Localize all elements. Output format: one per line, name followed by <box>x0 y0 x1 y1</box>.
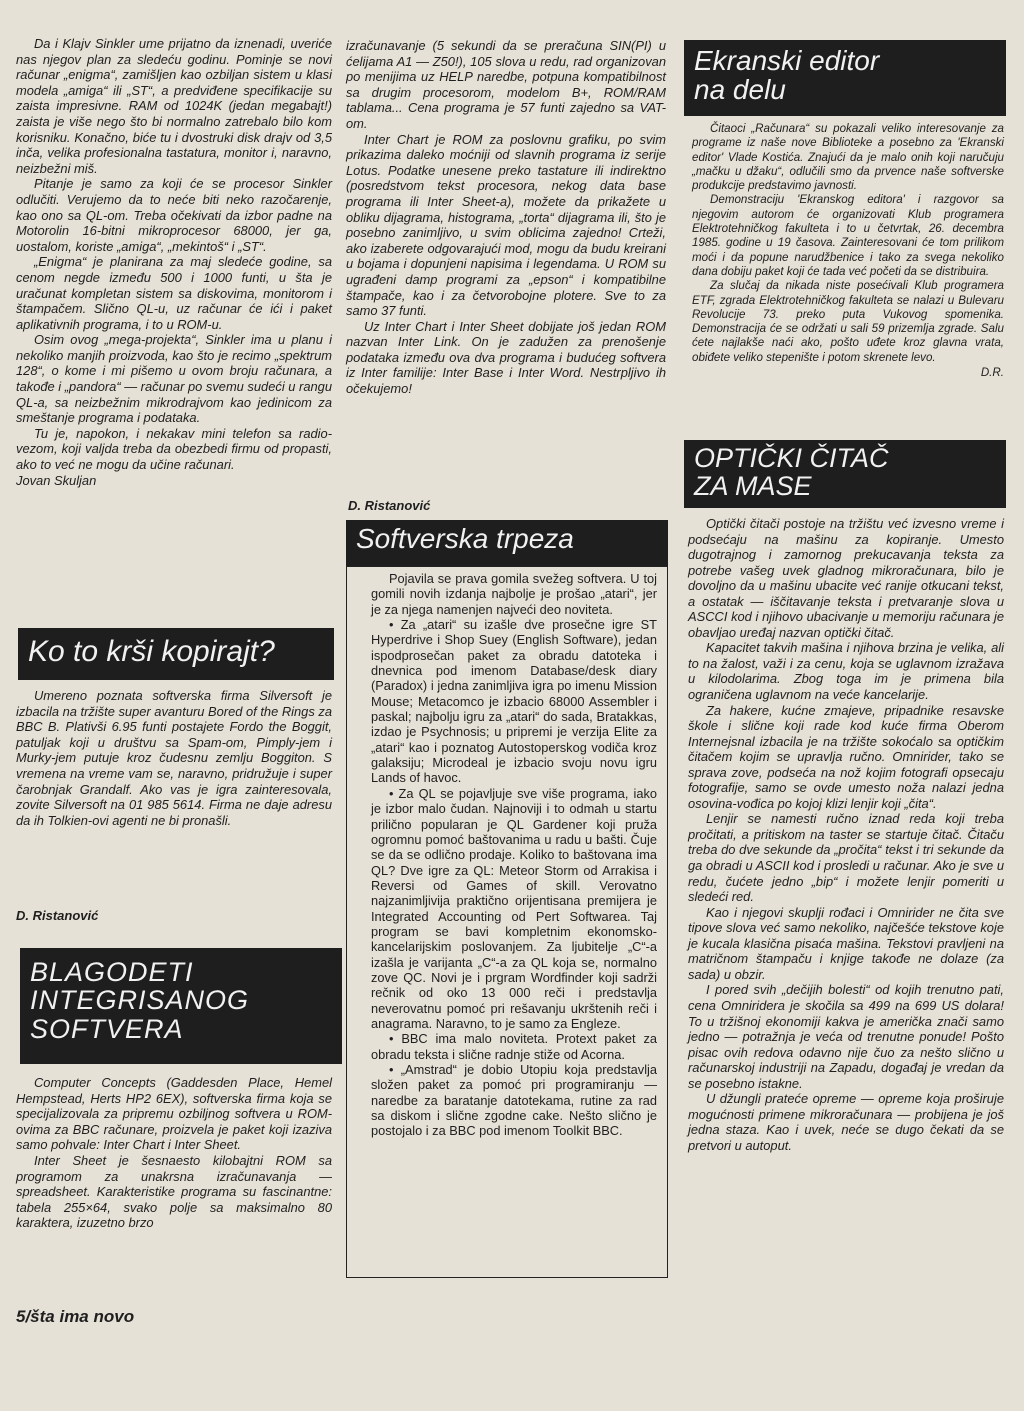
citac-title-line: ZA MASE <box>694 471 812 502</box>
article-paragraph: I pored svih „dečijih bolesti“ od kojih trenutno pati, cena Omniridera je skočila sa 499 na 699 US dolara! To u tržišnoj ekonomiji kakva je američka znači samo jedno — potražnja je veća od trenutne ponude! Pošto pisac ovih redova odavno nije čuo za nešto slično u računarskoj industriji na Zapadu, događaj je vredan da se posebno istakne. <box>688 982 1004 1091</box>
article-paragraph: Demonstraciju 'Ekranskog editora' i razgovor sa njegovim autorom će organizovati Klub programera Elektrotehničkog fakulteta i to u četvrtak, 26. decembra 1985. godine u 19 časova. Zainteresovani će tom prilikom moći i da popune narudžbenice i tako za svega nekoliko dana dobiju paket koji će tada već početi da se distribuira. <box>692 193 1004 278</box>
article-paragraph: Tu je, napokon, i nekakav mini telefon sa radio-vezom, koji valjda treba da obezbedi firmu od propasti, ako to već ne mogu da učine računari. <box>16 425 332 473</box>
article-paragraph: Kao i njegovi skuplji rođaci i Omnirider ne čita sve tipove slova već samo nekoliko, najčešće tekstove koje je kucala klasična pisaća mašina. Tekstovi pravljeni na matričnom štampaču i knjige takođe ne dolaze (za sada) u obzir. <box>688 904 1004 982</box>
citac-heading <box>684 440 1006 508</box>
article-paragraph: Computer Concepts (Gaddesden Place, Hemel Hempstead, Herts HP2 6EX), softverska firma koja se specijalizovala za pripremu ozbiljnog softvera u ROM-ovima za BBC računare, proizvela je paket koji izaziva samo pohvale: Inter Chart i Inter Sheet. <box>16 1075 332 1153</box>
article-paragraph: Pojavila se prava gomila svežeg softvera. U toj gomili novih izdanja najbolje je prošao „atari“, jer je za njega namenjen najveći deo noviteta. <box>371 571 657 617</box>
trpeza-box <box>346 566 668 1278</box>
article-signature: Jovan Skuljan <box>16 472 97 488</box>
kopirajt-title: Ko to krši kopirajt? <box>28 635 275 668</box>
kopirajt-article <box>16 688 332 828</box>
editor-article <box>692 122 1004 381</box>
article-paragraph: izračunavanje (5 sekundi da se preračuna SIN(PI) u ćelijama A1 — Z50!), 105 slova u redu, rad organizovan po menijima uz HELP naredbe, potpuna kompatibilnost sa drugim procesorom, modelom B+, ROM/RAM tablama... Cena programa je 57 funti zajedno sa VAT-om. <box>346 38 666 131</box>
article-paragraph: „Enigma“ je planirana za maj sledeće godine, sa cenom negde između 500 i 1000 funti, u šta je uračunat kompletan sistem sa diskovima, monitorom i štampačem. Slično QL-u, uz računar će ići i paket aplikativnih programa, i to u ROM-u. <box>16 254 332 332</box>
article-paragraph: Optički čitači postoje na tržištu već izvesno vreme i podsećaju na mašinu za kopiranje. Umesto dugotrajnog i zamornog prekucavanja teksta za potrebe vašeg uvek gladnog mikroračunara, bilo je dovoljno da u mašinu ubacite već ranije otkucani tekst, a ostatak — iščitavanje teksta i pretvaranje slova u ASCCI kod i njihovo ubacivanje u memoriju računara je obavljao uređaj nazvan optički čitač. <box>688 516 1004 640</box>
article-paragraph: Umereno poznata softverska firma Silversoft je izbacila na tržište super avanturu Bored of the Rings za BBC B. Plativši 6.95 funti postajete Fordo the Boggit, patuljak koji u društvu sa Spam-om, Pimply-jem i Murky-jem putuje kroz čudesnu zemlju Boggiton. S vremena na vreme vam se, naravno, pridružuje i super čarobnjak Grandalf. Ako vas je igra zainteresovala, zovite Silversoft na 01 985 5614. Firma ne daje adresu da ih Tolkien-ovi agenti ne bi pronašli. <box>16 688 332 828</box>
article-paragraph: Kapacitet takvih mašina i njihova brzina je velika, ali to na žalost, važi i za cenu, koja se uglavnom izražava u kilodolarima. Zbog toga im je primena bila ograničena uglavnom na veće kancelarije. <box>688 640 1004 703</box>
trpeza-title: Softverska trpeza <box>356 523 574 554</box>
blagodeti-title-line: SOFTVERA <box>30 1013 184 1044</box>
article-paragraph: Inter Sheet je šesnaesto kilobajtni ROM sa programom za unakrsna izračunavanja — spreadsheet. Karakteristike programa su fascinantne: tabela 255×64, svako polje sa maksimalno 80 karaktera, izuzetno brzo <box>16 1152 332 1231</box>
article-paragraph: Inter Chart je ROM za poslovnu grafiku, po svim prikazima daleko moćniji od slavnih programa iz serije Lotus. Podatke unesene preko tastature ili indirektno (posredstvom tekst procesora, nekog data base programa ili Inter Sheet-a), možete da prikažete u obliku dijagrama, histograma, „torta“ dijagrama ili, što je posebno zanimljivo, u svim oblicima zajedno! Crteži, ako izaberete odgovarajući mod, mogu da budu kreirani u bojama i dopunjeni napisima i legendama. U ROM su ugrađeni damp programi za „epson“ i kompatibilne štampače, kao i za četvorobojne plotere. Sve to za samo 37 funti. <box>346 131 666 319</box>
article-paragraph: Čitaoci „Računara“ su pokazali veliko interesovanje za programe iz naše nove Biblioteke a posebno za 'Ekranski editor' Vlade Kostića. Znajući da je malo onih koji naručuju „mačku u džaku“, odlučili smo da prvence naše softverske produkcije predstavimo javnosti. <box>692 122 1004 193</box>
trpeza-heading <box>346 520 668 566</box>
editor-title-line: Ekranski editor <box>694 45 880 76</box>
kopirajt-heading <box>18 628 334 680</box>
editor-title-line: na delu <box>694 74 786 106</box>
editor-heading <box>684 40 1006 116</box>
article-paragraph: Za hakere, kućne zmajeve, pripadnike resavske škole i slične koji rade kod kuće firma Oberom Internejsnal izbacila je na tržište sokoćalo sa optičkim čitačem kojim se upravlja ručno. Omnirider, tako se sprava zove, podseća na nož kojim fotografi opsecaju fotografije, samo se ovde umesto noža nalazi jedna osovina-vođica po kojoj klizi lenjir koji „čita“. <box>688 702 1004 811</box>
article-paragraph: U džungli prateće opreme — opreme koja proširuje mogućnosti primene mikroračunara — probijena je još jedna staza. Kao i uvek, neće se dugo čekati da se pretvori u autoput. <box>688 1091 1004 1153</box>
blagodeti-article <box>16 1075 332 1231</box>
sinkler-article <box>16 36 332 488</box>
citac-article <box>688 516 1004 1153</box>
article-paragraph: • BBC ima malo noviteta. Protext paket za obradu teksta i slične radnje stiže od Acorna. <box>371 1031 657 1062</box>
editor-signature: D.R. <box>980 366 1004 380</box>
article-paragraph: • „Amstrad“ je dobio Utopiu koja predstavlja složen paket za pomoć pri programiranju — naredbe za baratanje datotekama, rutine za rad sa diskom i slične zgodne cake. Nešto slično je postojalo i za BBC pod imenom Toolkit BBC. <box>371 1062 657 1139</box>
article-paragraph: • Za „atari“ su izašle dve prosečne igre ST Hyperdrive i Shop Suey (English Software), jedan ispodprosečan paket za obradu datoteka i dnevnica pod imenom Database/desk diary (Paradox) i jedna zanimljiva igra po imenu Mission Mouse; Metacomco je izbacio 68000 Assembler i paskal; najbolju igru za „atari“ do sada, Bratakkas, izdao je Psychnosis; u pripremi je verzija Elite za „atari“ kao i poznatog Autostoperskog vodiča kroz galaksiju; Microdeal je izbacio svoju novu igru Lands of havoc. <box>371 617 657 786</box>
blagodeti-heading <box>20 948 342 1064</box>
article-paragraph: Za slučaj da nikada niste posećivali Klub programera ETF, zgrada Elektrotehničkog fakulteta se nalazi u Bulevaru Revolucije 73. preko puta Vukovog spomenika. Demonstracija će se održati u sali 59 prizemlja zgrade. Salu ćete najlakše naći ako, pošto uđete kroz glavna vrata, obiđete veliko stepenište i potom skrenete levo. <box>692 279 1004 364</box>
kopirajt-byline: D. Ristanović <box>16 908 99 923</box>
blagodeti-title-line: BLAGODETI <box>30 957 194 987</box>
article-paragraph: Lenjir se namesti ručno iznad reda koji treba pročitati, a pritiskom na taster se startuje čitač. Čitaču treba do dve sekunde da „pročita“ tekst i tri sekunde da ga obradi u ASCII kod i prosledi u računar. Ako je sve u redu, čućete jedno „bip“ i možete lenjir pomeriti u sledeći red. <box>688 811 1004 905</box>
blagodeti-continuation <box>346 38 666 397</box>
citac-title-line: OPTIČKI ČITAČ <box>694 443 889 473</box>
trpeza-article <box>371 571 657 1139</box>
article-paragraph: • Za QL se pojavljuje sve više programa, iako je izbor malo čudan. Najnoviji i to odmah u startu prilično popularan je QL Gardener koji pruža ogromnu pomoć baštovanima u radu u bašti. Čuje se da se odlično prodaje. Koliko to baštovana ima QL? Dve igre za QL: Meteor Storm od Arrakisa i Reversi od Games of skill. Verovatno najzanimljivija praktično orijentisana premijera je Integrated Accounting od Pert Softwarea. Taj program se bavi kompletnim ekonomsko-kancelarijskim poslovanjem. Za ljubitelje „C“-a izašla je varijanta „C“-a za QL koja se, normalno zove QC. Novi je i prgram Wordfinder koji sadrži rečnik od oko 13 000 reči i predstavlja neverovatnu pomoć pri rešavanju ukrštenih reči i anagrama. Naravno, to je samo za Engleze. <box>371 785 657 1031</box>
article-paragraph: Uz Inter Chart i Inter Sheet dobijate još jedan ROM nazvan Inter Link. On je zadužen za prenošenje podataka između ova dva programa i budućeg softvera iz Inter familije: Inter Base i Inter Word. Nestrpljivo ih očekujemo! <box>346 318 666 397</box>
page-footer: 5/šta ima novo <box>16 1307 135 1326</box>
article-paragraph: Pitanje je samo za koji će se procesor Sinkler odlučiti. Verujemo da to neće biti neko razočarenje, kao ono sa QL-om. Treba očekivati da izbor padne na Motorolin 16-bitni mikroprocesor 68000, jer ga, uostalom, koriste „amiga“, „mekintoš“ i „ST“. <box>16 176 332 254</box>
blagodeti-title-line: INTEGRISANOG <box>30 985 250 1016</box>
blagodeti-byline: D. Ristanović <box>348 498 431 513</box>
article-paragraph: Da i Klajv Sinkler ume prijatno da iznenadi, uveriće nas njegov plan za sledeću godinu. Pominje se novi računar „enigma“, zamišljen kao ozbiljan sistem u klasi modela „amiga“ ili „ST“, a predviđene specifikacije su zaista impresivne. RAM od 1024K (jedan megabajt!) zaista je više nego što bi normalno zatrebalo bilo kom korisniku. Konačno, biće tu i dvostruki disk drajv od 3,5 inča, velika profesionalna tastatura, monitor i, naravno, neizbežni miš. <box>16 36 332 176</box>
article-paragraph: Osim ovog „mega-projekta“, Sinkler ima u planu i nekoliko manjih proizvoda, kao što je recimo „spektrum 128“, o kome i mi pišemo u ovom broju računara, a takođe i „pandora“ — računar po svemu sudeći u rangu QL-a, sa neizbežnim mikrodrajvom kao jedinicom za smeštanje programa i podataka. <box>16 332 332 426</box>
